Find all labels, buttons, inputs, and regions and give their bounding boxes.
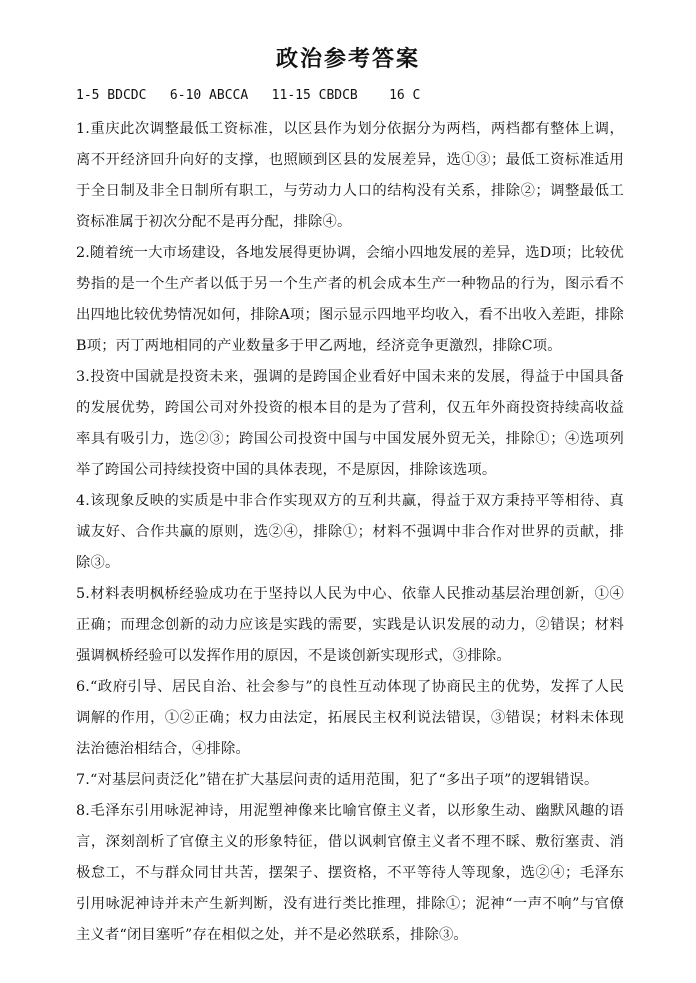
explanation-8: 8.毛泽东引用咏泥神诗，用泥塑神像来比喻官僚主义者，以形象生动、幽默风趣的语言，深刻剖析了官僚主义的形象特征，借以讽刺官僚主义者不理不睬、敷衍塞责、消极怠工，不与群众同甘共苦，摆架子、摆资格，不平等待人等现象，选②④；毛泽东引用咏泥神诗并未产生新判断，没有进行类比推理，排除①；泥神“一声不响”与官僚主义者“闭目塞听”存在相似之处，并不是必然联系，排除③。 [76,803,624,943]
explanations [76,114,624,951]
multiple-choice-answers: 1-5 BDCDC 6-10 ABCCA 11-15 CBDCB 16 C [76,88,421,103]
page-title: 政治参考答案 [275,47,420,72]
explanation-1: 1.重庆此次调整最低工资标准，以区县作为划分依据分为两档，两档都有整体上调，离不开经济回升向好的支撑，也照顾到区县的发展差异，选①③；最低工资标准适用于全日制及非全日制所有职工，与劳动力人口的结构没有关系，排除②；调整最低工资标准属于初次分配不是再分配，排除④。 [76,121,624,230]
explanation-7: 7.“对基层问责泛化”错在扩大基层问责的适用范围，犯了“多出子项”的逻辑错误。 [76,772,599,788]
explanation-5: 5.材料表明枫桥经验成功在于坚持以人民为中心、依靠人民推动基层治理创新，①④正确；而理念创新的动力应该是实践的需要，实践是认识发展的动力，②错误；材料强调枫桥经验可以发挥作用的原因，不是谈创新实现形式，③排除。 [76,586,624,664]
explanation-6: 6.“政府引导、居民自治、社会参与”的良性互动体现了协商民主的优势，发挥了人民调解的作用，①②正确；权力由法定，拓展民主权利说法错误，③错误；材料未体现法治德治相结合，④排除。 [76,679,624,757]
explanation-4: 4.该现象反映的实质是中非合作实现双方的互利共赢，得益于双方秉持平等相待、真诚友好、合作共赢的原则，选②④，排除①；材料不强调中非合作对世界的贡献，排除③。 [76,493,624,571]
explanation-3: 3.投资中国就是投资未来，强调的是跨国企业看好中国未来的发展，得益于中国具备的发展优势，跨国公司对外投资的根本目的是为了营利，仅五年外商投资持续高收益率具有吸引力，选②③；跨国公司投资中国与中国发展外贸无关，排除①；④选项列举了跨国公司持续投资中国的具体表现，不是原因，排除该选项。 [76,369,624,478]
explanation-2: 2.随着统一大市场建设，各地发展得更协调，会缩小四地发展的差异，选D项；比较优势指的是一个生产者以低于另一个生产者的机会成本生产一种物品的行为，图示看不出四地比较优势情况如何，排除A项；图示显示四地平均收入，看不出收入差距，排除B项；丙丁两地相同的产业数量多于甲乙两地，经济竞争更激烈，排除C项。 [76,245,624,354]
